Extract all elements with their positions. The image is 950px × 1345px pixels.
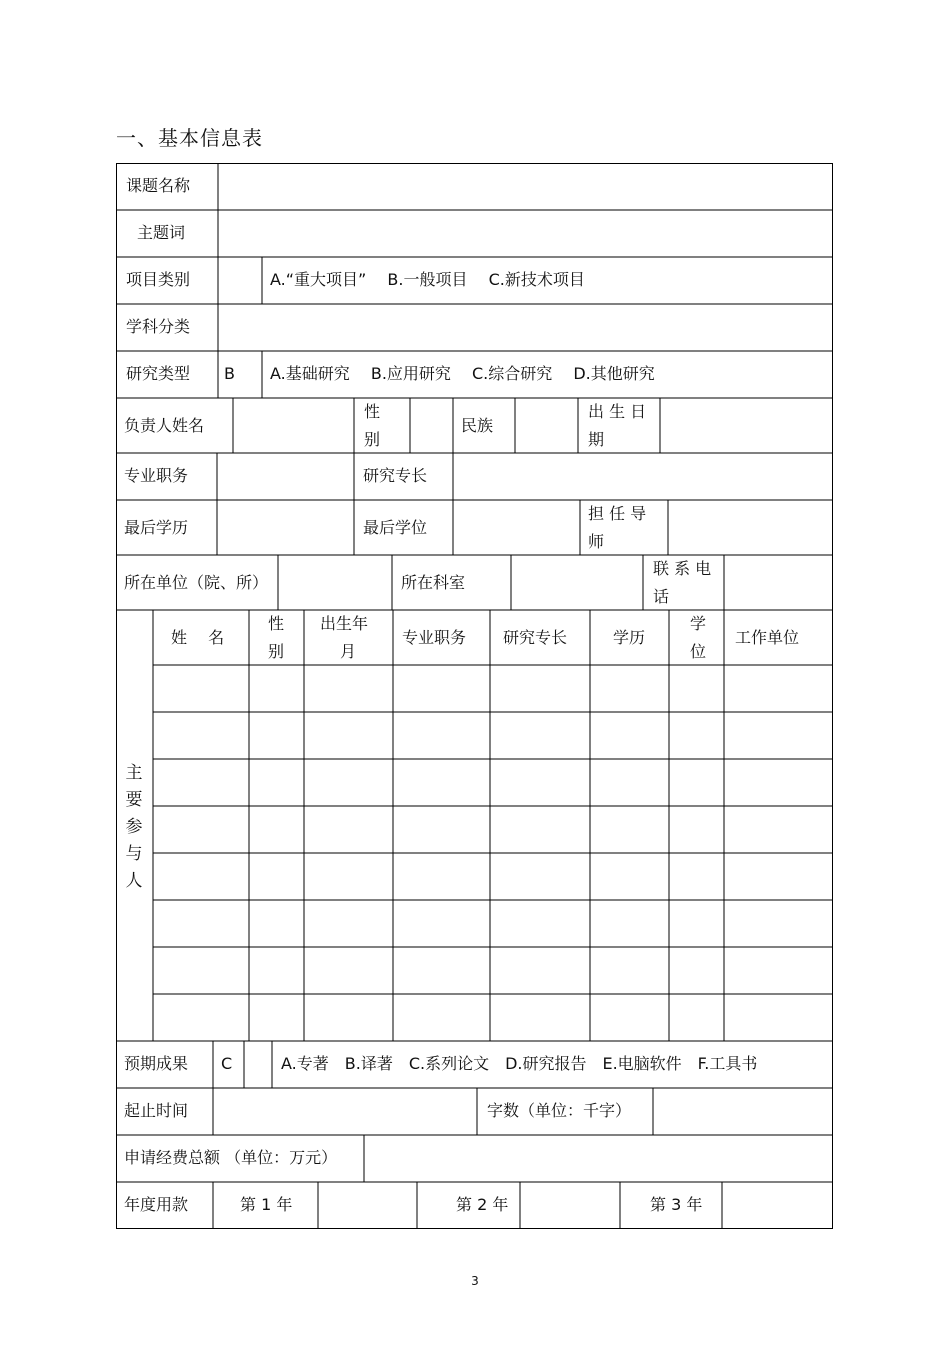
side-char: 参 <box>125 817 143 837</box>
research-type-value: B <box>224 364 235 383</box>
position-label: 专业职务 <box>124 466 189 485</box>
col-header-degree-1: 学 <box>690 614 707 633</box>
annual-funding-label: 年度用款 <box>124 1195 189 1214</box>
col-header-birth-1: 出生年 <box>320 614 369 633</box>
phone-label-2: 话 <box>653 587 670 606</box>
leader-gender-label-2: 别 <box>364 430 381 449</box>
specialty-label: 研究专长 <box>363 466 428 485</box>
side-char: 要 <box>125 790 143 810</box>
project-category-options: A.“重大项目” B.一般项目 C.新技术项目 <box>270 270 585 289</box>
birth-date-label-1: 出 生 日 <box>588 402 647 421</box>
col-header-position: 专业职务 <box>402 628 467 647</box>
year-2-label: 第 2 年 <box>456 1195 509 1214</box>
col-header-degree-2: 位 <box>690 642 707 661</box>
col-header-gender-2: 别 <box>268 642 285 661</box>
phone-label-1: 联 系 电 <box>653 559 712 578</box>
birth-date-label-2: 期 <box>588 430 605 449</box>
project-category-label: 项目类别 <box>126 270 191 289</box>
col-header-specialty: 研究专长 <box>503 628 568 647</box>
research-type-options: A.基础研究 B.应用研究 C.综合研究 D.其他研究 <box>270 364 655 383</box>
unit-label: 所在单位（院、所） <box>124 573 269 592</box>
side-char: 与 <box>125 844 143 864</box>
ethnicity-label: 民族 <box>461 416 494 435</box>
topic-name-label: 课题名称 <box>126 176 191 195</box>
participants-side-label <box>125 760 143 895</box>
expected-results-options: A.专著 B.译著 C.系列论文 D.研究报告 E.电脑软件 F.工具书 <box>281 1054 758 1073</box>
leader-name-label: 负责人姓名 <box>124 416 205 435</box>
total-funding-label: 申请经费总额 （单位：万元） <box>124 1148 338 1167</box>
degree-label: 最后学位 <box>363 518 428 537</box>
expected-results-value: C <box>221 1054 233 1073</box>
leader-gender-label-1: 性 <box>364 402 381 421</box>
col-header-birth-2: 月 <box>340 642 357 661</box>
side-char: 主 <box>125 763 143 783</box>
year-1-label: 第 1 年 <box>240 1195 293 1214</box>
expected-results-label: 预期成果 <box>124 1054 189 1073</box>
education-label: 最后学历 <box>124 518 189 537</box>
page-number: 3 <box>471 1274 479 1288</box>
section-title: 一、基本信息表 <box>116 126 263 150</box>
discipline-label: 学科分类 <box>126 317 191 336</box>
keywords-label: 主题词 <box>137 223 186 242</box>
period-label: 起止时间 <box>124 1101 189 1120</box>
col-header-gender-1: 性 <box>268 614 285 633</box>
department-label: 所在科室 <box>401 573 466 592</box>
supervisor-label-2: 师 <box>588 532 605 551</box>
supervisor-label-1: 担 任 导 <box>588 504 647 523</box>
col-header-work-unit: 工作单位 <box>735 628 800 647</box>
col-header-name: 姓 名 <box>171 628 225 647</box>
col-header-education: 学历 <box>613 628 646 647</box>
side-char: 人 <box>125 871 143 891</box>
research-type-label: 研究类型 <box>126 364 191 383</box>
word-count-label: 字数（单位：千字） <box>487 1101 632 1120</box>
year-3-label: 第 3 年 <box>650 1195 703 1214</box>
